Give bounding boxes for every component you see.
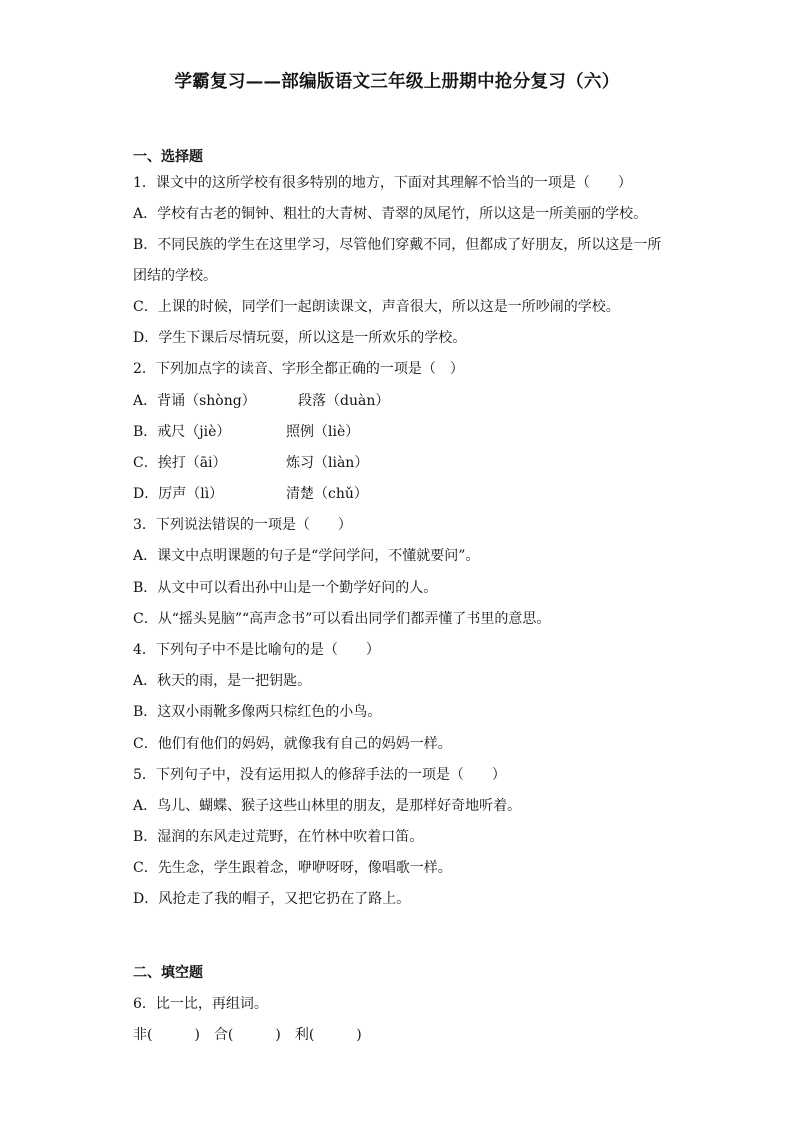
question-5-option-d: D．风抢走了我的帽子，又把它扔在了路上。 [133, 891, 411, 907]
question-1-option-c: C．上课的时候，同学们一起朗读课文，声音很大，所以这是一所吵闹的学校。 [133, 299, 620, 315]
question-5-option-c: C．先生念，学生跟着念，咿咿呀呀，像唱歌一样。 [133, 860, 452, 876]
question-2-option-b-word2: 照例（liè） [286, 424, 360, 440]
question-2-option-c-word2: 炼习（liàn） [286, 455, 369, 471]
question-2-option-c: C．挨打（āi） [133, 455, 227, 471]
question-3-option-a: A．课文中点明课题的句子是“学问学问，不懂就要问”。 [133, 548, 480, 564]
question-1-option-b-cont: 团结的学校。 [133, 268, 217, 284]
question-2-option-a: A．背诵（shòng） [133, 393, 256, 409]
section-heading-choice: 一、选择题 [133, 149, 203, 165]
question-1-option-d: D．学生下课后尽情玩耍，所以这是一所欢乐的学校。 [133, 330, 467, 346]
question-2-stem: 2．下列加点字的读音、字形全都正确的一项是（ ） [133, 361, 464, 377]
question-3-option-c: C．从“摇头晃脑”“高声念书”可以看出同学们都弄懂了书里的意思。 [133, 611, 551, 627]
document-title: 学霸复习——部编版语文三年级上册期中抢分复习（六） [174, 72, 620, 92]
question-2-option-b: B．戒尺（jiè） [133, 424, 231, 440]
question-3-stem: 3．下列说法错误的一项是（ ） [133, 517, 352, 533]
section-heading-fill: 二、填空题 [133, 965, 203, 981]
question-1-option-b: B．不同民族的学生在这里学习，尽管他们穿戴不同，但都成了好朋友，所以这是一所 [133, 237, 662, 253]
question-2-option-d: D．厉声（lì） [133, 486, 224, 502]
question-4-option-b: B．这双小雨靴多像两只棕红色的小鸟。 [133, 704, 382, 720]
question-4-option-c: C．他们有他们的妈妈，就像我有自己的妈妈一样。 [133, 736, 452, 752]
question-3-option-b: B．从文中可以看出孙中山是一个勤学好问的人。 [133, 580, 438, 596]
question-1-option-a: A．学校有古老的铜钟、粗壮的大青树、青翠的凤尾竹，所以这是一所美丽的学校。 [133, 206, 648, 222]
question-5-option-a: A．鸟儿、蝴蝶、猴子这些山林里的朋友，是那样好奇地听着。 [133, 798, 522, 814]
question-5-option-b: B．湿润的东风走过荒野，在竹林中吹着口笛。 [133, 829, 424, 845]
question-4-option-a: A．秋天的雨，是一把钥匙。 [133, 673, 312, 689]
question-1-stem: 1．课文中的这所学校有很多特别的地方，下面对其理解不恰当的一项是（ ） [133, 175, 632, 191]
question-6-stem: 6．比一比，再组词。 [133, 996, 268, 1012]
question-2-option-a-word2: 段落（duàn） [298, 393, 390, 409]
question-6-blanks: 非( ) 合( ) 利( ) [133, 1027, 362, 1043]
question-4-stem: 4．下列句子中不是比喻句的是（ ） [133, 642, 380, 658]
question-5-stem: 5．下列句子中，没有运用拟人的修辞手法的一项是（ ） [133, 767, 506, 783]
question-2-option-d-word2: 清楚（chǔ） [286, 486, 368, 502]
